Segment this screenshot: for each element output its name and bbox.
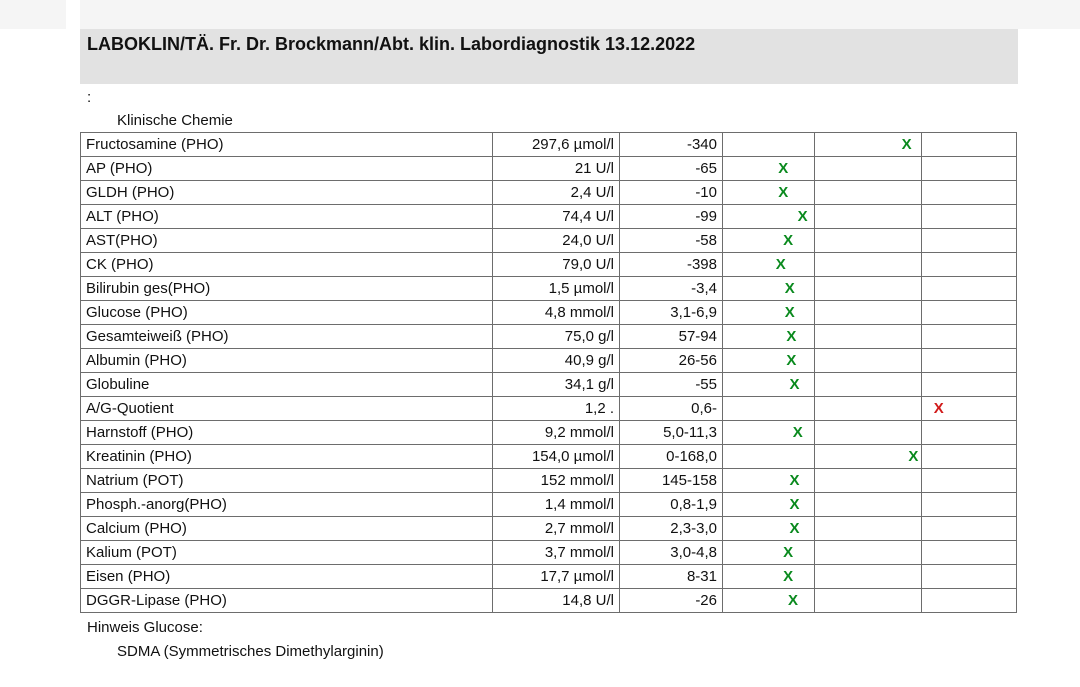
in-range-marker: X xyxy=(792,424,803,441)
test-value: 2,7 mmol/l xyxy=(493,517,620,541)
marker-cell xyxy=(723,541,815,565)
in-range-marker: X xyxy=(783,232,794,249)
glucose-hint: Hinweis Glucose: xyxy=(87,619,203,636)
marker-cell xyxy=(922,445,1017,469)
marker-cell xyxy=(815,157,922,181)
sdma-note: SDMA (Symmetrisches Dimethylarginin) xyxy=(117,643,384,660)
table-row xyxy=(81,253,1017,277)
in-range-marker: X xyxy=(783,544,794,561)
marker-cell xyxy=(815,253,922,277)
test-value: 9,2 mmol/l xyxy=(493,421,620,445)
marker-cell xyxy=(723,325,815,349)
test-value: 74,4 U/l xyxy=(493,205,620,229)
table-row xyxy=(81,277,1017,301)
in-range-marker: X xyxy=(908,448,919,465)
marker-cell xyxy=(815,469,922,493)
test-name: AST(PHO) xyxy=(81,229,493,253)
section-title: Klinische Chemie xyxy=(117,112,233,129)
marker-cell xyxy=(815,589,922,613)
test-value: 1,2 . xyxy=(493,397,620,421)
marker-cell xyxy=(815,133,922,157)
marker-cell xyxy=(723,373,815,397)
marker-cell xyxy=(815,421,922,445)
reference-range: -26 xyxy=(620,589,723,613)
marker-cell xyxy=(922,325,1017,349)
test-value: 1,4 mmol/l xyxy=(493,493,620,517)
table-row xyxy=(81,541,1017,565)
marker-cell xyxy=(723,133,815,157)
reference-range: 26-56 xyxy=(620,349,723,373)
reference-range: 0-168,0 xyxy=(620,445,723,469)
reference-range: 145-158 xyxy=(620,469,723,493)
marker-cell xyxy=(723,181,815,205)
test-value: 154,0 µmol/l xyxy=(493,445,620,469)
report-header xyxy=(80,29,1018,84)
results-table xyxy=(80,132,1017,613)
table-row xyxy=(81,205,1017,229)
in-range-marker: X xyxy=(786,352,797,369)
test-name: DGGR-Lipase (PHO) xyxy=(81,589,493,613)
reference-range: 5,0-11,3 xyxy=(620,421,723,445)
test-value: 297,6 µmol/l xyxy=(493,133,620,157)
table-row xyxy=(81,373,1017,397)
reference-range: 8-31 xyxy=(620,565,723,589)
in-range-marker: X xyxy=(789,496,800,513)
table-row xyxy=(81,349,1017,373)
marker-cell xyxy=(723,157,815,181)
marker-cell xyxy=(922,517,1017,541)
marker-cell xyxy=(815,541,922,565)
marker-cell xyxy=(815,397,922,421)
marker-cell xyxy=(815,229,922,253)
table-row xyxy=(81,325,1017,349)
in-range-marker: X xyxy=(778,160,789,177)
test-name: Harnstoff (PHO) xyxy=(81,421,493,445)
reference-range: 2,3-3,0 xyxy=(620,517,723,541)
test-name: Bilirubin ges(PHO) xyxy=(81,277,493,301)
marker-cell xyxy=(723,493,815,517)
in-range-marker: X xyxy=(775,256,786,273)
in-range-marker: X xyxy=(797,208,808,225)
test-value: 152 mmol/l xyxy=(493,469,620,493)
test-value: 17,7 µmol/l xyxy=(493,565,620,589)
marker-cell xyxy=(815,277,922,301)
marker-cell xyxy=(922,133,1017,157)
test-name: Phosph.-anorg(PHO) xyxy=(81,493,493,517)
marker-cell xyxy=(922,349,1017,373)
table-row xyxy=(81,469,1017,493)
marker-cell xyxy=(723,229,815,253)
table-row xyxy=(81,589,1017,613)
table-row xyxy=(81,565,1017,589)
test-name: Kreatinin (PHO) xyxy=(81,445,493,469)
report-title: LABOKLIN/TÄ. Fr. Dr. Brockmann/Abt. klin. Labordiagnostik 13.12.2022 xyxy=(87,34,696,54)
marker-cell xyxy=(922,565,1017,589)
test-name: A/G-Quotient xyxy=(81,397,493,421)
marker-cell xyxy=(922,541,1017,565)
marker-cell xyxy=(922,589,1017,613)
reference-range: 0,8-1,9 xyxy=(620,493,723,517)
test-value: 79,0 U/l xyxy=(493,253,620,277)
marker-cell xyxy=(723,277,815,301)
test-value: 1,5 µmol/l xyxy=(493,277,620,301)
in-range-marker: X xyxy=(783,568,794,585)
reference-range: -340 xyxy=(620,133,723,157)
table-row xyxy=(81,445,1017,469)
reference-range: -10 xyxy=(620,181,723,205)
marker-cell xyxy=(723,517,815,541)
in-range-marker: X xyxy=(778,184,789,201)
reference-range: 3,0-4,8 xyxy=(620,541,723,565)
in-range-marker: X xyxy=(789,472,800,489)
reference-range: -99 xyxy=(620,205,723,229)
test-name: Fructosamine (PHO) xyxy=(81,133,493,157)
table-row xyxy=(81,133,1017,157)
in-range-marker: X xyxy=(901,136,912,153)
test-value: 4,8 mmol/l xyxy=(493,301,620,325)
test-value: 2,4 U/l xyxy=(493,181,620,205)
top-bar xyxy=(0,0,1080,29)
reference-range: -398 xyxy=(620,253,723,277)
in-range-marker: X xyxy=(784,280,795,297)
marker-cell xyxy=(815,445,922,469)
test-name: ALT (PHO) xyxy=(81,205,493,229)
reference-range: -65 xyxy=(620,157,723,181)
marker-cell xyxy=(815,493,922,517)
colon-label: : xyxy=(87,89,92,106)
test-name: Kalium (POT) xyxy=(81,541,493,565)
test-value: 14,8 U/l xyxy=(493,589,620,613)
marker-cell xyxy=(723,349,815,373)
test-name: Glucose (PHO) xyxy=(81,301,493,325)
test-name: Calcium (PHO) xyxy=(81,517,493,541)
marker-cell xyxy=(815,205,922,229)
test-name: Natrium (POT) xyxy=(81,469,493,493)
test-value: 24,0 U/l xyxy=(493,229,620,253)
marker-cell xyxy=(922,205,1017,229)
test-name: CK (PHO) xyxy=(81,253,493,277)
marker-cell xyxy=(815,349,922,373)
marker-cell xyxy=(922,421,1017,445)
table-row xyxy=(81,397,1017,421)
marker-cell xyxy=(723,253,815,277)
reference-range: -3,4 xyxy=(620,277,723,301)
marker-cell xyxy=(815,517,922,541)
marker-cell xyxy=(922,229,1017,253)
marker-cell xyxy=(922,157,1017,181)
marker-cell xyxy=(723,565,815,589)
test-value: 3,7 mmol/l xyxy=(493,541,620,565)
test-name: AP (PHO) xyxy=(81,157,493,181)
marker-cell xyxy=(723,469,815,493)
in-range-marker: X xyxy=(789,520,800,537)
test-name: Globuline xyxy=(81,373,493,397)
marker-cell xyxy=(723,589,815,613)
marker-cell xyxy=(922,493,1017,517)
out-of-range-marker: X xyxy=(933,400,944,417)
test-value: 34,1 g/l xyxy=(493,373,620,397)
in-range-marker: X xyxy=(787,592,798,609)
marker-cell xyxy=(723,445,815,469)
marker-cell xyxy=(723,205,815,229)
table-row xyxy=(81,301,1017,325)
test-value: 75,0 g/l xyxy=(493,325,620,349)
marker-cell xyxy=(922,181,1017,205)
test-name: Gesamteiweiß (PHO) xyxy=(81,325,493,349)
test-name: Eisen (PHO) xyxy=(81,565,493,589)
marker-cell xyxy=(922,277,1017,301)
table-row xyxy=(81,181,1017,205)
marker-cell xyxy=(922,469,1017,493)
reference-range: 57-94 xyxy=(620,325,723,349)
marker-cell xyxy=(815,325,922,349)
table-row xyxy=(81,157,1017,181)
test-name: GLDH (PHO) xyxy=(81,181,493,205)
reference-range: -55 xyxy=(620,373,723,397)
marker-cell xyxy=(922,397,1017,421)
in-range-marker: X xyxy=(784,304,795,321)
test-value: 40,9 g/l xyxy=(493,349,620,373)
test-name: Albumin (PHO) xyxy=(81,349,493,373)
table-row xyxy=(81,421,1017,445)
marker-cell xyxy=(815,181,922,205)
reference-range: -58 xyxy=(620,229,723,253)
table-row xyxy=(81,493,1017,517)
marker-cell xyxy=(815,373,922,397)
table-row xyxy=(81,229,1017,253)
marker-cell xyxy=(723,421,815,445)
marker-cell xyxy=(922,301,1017,325)
marker-cell xyxy=(815,565,922,589)
test-value: 21 U/l xyxy=(493,157,620,181)
marker-cell xyxy=(815,301,922,325)
in-range-marker: X xyxy=(786,328,797,345)
marker-cell xyxy=(723,397,815,421)
marker-cell xyxy=(723,301,815,325)
marker-cell xyxy=(922,373,1017,397)
reference-range: 0,6- xyxy=(620,397,723,421)
reference-range: 3,1-6,9 xyxy=(620,301,723,325)
table-row xyxy=(81,517,1017,541)
marker-cell xyxy=(922,253,1017,277)
in-range-marker: X xyxy=(789,376,800,393)
